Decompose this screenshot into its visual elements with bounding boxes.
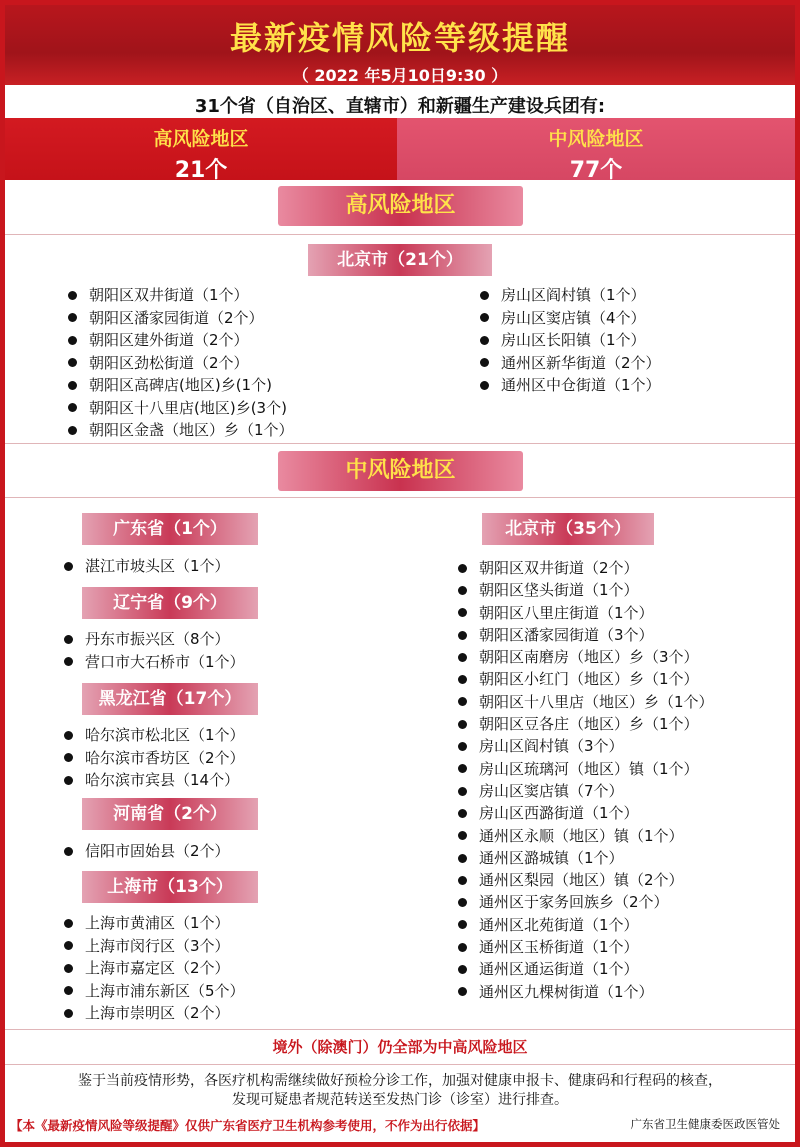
list-item: 房山区阎村镇（1个）: [480, 284, 661, 307]
list-item: 房山区窦店镇（7个）: [458, 780, 714, 802]
bullet-icon: [458, 653, 467, 662]
mid-risk-count: 77个: [569, 158, 623, 183]
list-item: 房山区阎村镇（3个）: [458, 735, 714, 757]
bullet-icon: [458, 898, 467, 907]
province-tag-shanghai: 上海市（13个）: [82, 871, 258, 903]
disclaimer: 【本《最新疫情风险等级提醒》仅供广东省医疗卫生机构参考使用，不作为出行依据】: [10, 1118, 486, 1133]
bullet-icon: [458, 631, 467, 640]
list-item: 丹东市振兴区（8个）: [64, 628, 245, 651]
bullet-icon: [480, 381, 489, 390]
list-item: 房山区窦店镇（4个）: [480, 307, 661, 330]
bullet-icon: [458, 742, 467, 751]
high-risk-label: 高风险地区: [153, 128, 249, 150]
bullet-icon: [458, 831, 467, 840]
list-item: 营口市大石桥市（1个）: [64, 651, 245, 674]
bullet-icon: [68, 358, 77, 367]
divider: [5, 443, 795, 444]
bullet-icon: [64, 941, 73, 950]
bullet-icon: [458, 854, 467, 863]
guidance-note: [5, 1072, 795, 1110]
bullet-icon: [68, 426, 77, 435]
list-item: 湛江市坡头区（1个）: [64, 555, 230, 578]
bullet-icon: [480, 336, 489, 345]
mid-risk-stat: [397, 118, 795, 183]
list-item: 哈尔滨市香坊区（2个）: [64, 747, 245, 770]
guangdong-list: [64, 555, 230, 578]
bullet-icon: [64, 847, 73, 856]
bullet-icon: [64, 562, 73, 571]
list-item: 通州区北苑街道（1个）: [458, 914, 714, 936]
bullet-icon: [458, 586, 467, 595]
bullet-icon: [68, 381, 77, 390]
bullet-icon: [68, 291, 77, 300]
list-item: 上海市崇明区（2个）: [64, 1002, 245, 1025]
list-item: 朝阳区豆各庄（地区）乡（1个）: [458, 713, 714, 735]
mid-risk-banner: 中风险地区: [278, 451, 523, 491]
bullet-icon: [458, 987, 467, 996]
list-item: 上海市黄浦区（1个）: [64, 912, 245, 935]
liaoning-list: [64, 628, 245, 673]
bullet-icon: [64, 657, 73, 666]
list-item: 朝阳区潘家园街道（2个）: [68, 307, 294, 330]
bullet-icon: [68, 403, 77, 412]
province-tag-beijing-mid: 北京市（35个）: [482, 513, 654, 545]
list-item: 通州区于家务回族乡（2个）: [458, 891, 714, 913]
bullet-icon: [458, 564, 467, 573]
high-risk-list-right: [480, 284, 661, 397]
divider: [5, 1064, 795, 1065]
list-item: 上海市闵行区（3个）: [64, 935, 245, 958]
bullet-icon: [458, 876, 467, 885]
page-title: 最新疫情风险等级提醒: [229, 19, 570, 57]
list-item: 朝阳区金盏（地区）乡（1个）: [68, 419, 294, 442]
list-item: 通州区梨园（地区）镇（2个）: [458, 869, 714, 891]
high-risk-count: 21个: [174, 158, 228, 183]
list-item: 通州区玉桥街道（1个）: [458, 936, 714, 958]
list-item: 通州区中仓街道（1个）: [480, 374, 661, 397]
header-banner: [5, 5, 795, 85]
beijing-mid-list: [458, 557, 714, 1003]
list-item: 上海市浦东新区（5个）: [64, 980, 245, 1003]
bullet-icon: [458, 787, 467, 796]
bullet-icon: [64, 964, 73, 973]
list-item: 房山区长阳镇（1个）: [480, 329, 661, 352]
list-item: 哈尔滨市宾县（14个）: [64, 769, 245, 792]
list-item: 朝阳区双井街道（1个）: [68, 284, 294, 307]
list-item: 信阳市固始县（2个）: [64, 840, 230, 863]
list-item: 朝阳区小红门（地区）乡（1个）: [458, 668, 714, 690]
divider: [5, 1029, 795, 1030]
list-item: 上海市嘉定区（2个）: [64, 957, 245, 980]
summary-intro: 31个省（自治区、直辖市）和新疆生产建设兵团有:: [194, 96, 606, 117]
divider: [5, 234, 795, 235]
bullet-icon: [64, 776, 73, 785]
list-item: 通州区永顺（地区）镇（1个）: [458, 825, 714, 847]
bullet-icon: [458, 920, 467, 929]
divider: [5, 497, 795, 498]
high-risk-banner: 高风险地区: [278, 186, 523, 226]
bullet-icon: [458, 675, 467, 684]
bullet-icon: [458, 764, 467, 773]
list-item: 朝阳区南磨房（地区）乡（3个）: [458, 646, 714, 668]
province-tag-beijing-high: 北京市（21个）: [308, 244, 492, 276]
list-item: 朝阳区十八里店(地区)乡(3个): [68, 397, 294, 420]
shanghai-list: [64, 912, 245, 1025]
list-item: 朝阳区十八里店（地区）乡（1个）: [458, 691, 714, 713]
high-risk-list-left: [68, 284, 294, 442]
province-tag-henan: 河南省（2个）: [82, 798, 258, 830]
list-item: 朝阳区潘家园街道（3个）: [458, 624, 714, 646]
list-item: 朝阳区劲松街道（2个）: [68, 352, 294, 375]
mid-risk-label: 中风险地区: [548, 128, 644, 150]
bullet-icon: [458, 697, 467, 706]
overseas-notice: 境外（除澳门）仍全部为中高风险地区: [272, 1038, 528, 1056]
bullet-icon: [458, 965, 467, 974]
bullet-icon: [458, 809, 467, 818]
update-date: （ 2022 年5月10日9:30 ）: [292, 66, 508, 85]
province-tag-liaoning: 辽宁省（9个）: [82, 587, 258, 619]
list-item: 哈尔滨市松北区（1个）: [64, 724, 245, 747]
bullet-icon: [480, 313, 489, 322]
bullet-icon: [64, 919, 73, 928]
province-tag-guangdong: 广东省（1个）: [82, 513, 258, 545]
heilongjiang-list: [64, 724, 245, 792]
issuing-organization: 广东省卫生健康委医政医管处: [630, 1117, 780, 1131]
bullet-icon: [458, 720, 467, 729]
bullet-icon: [480, 291, 489, 300]
bullet-icon: [458, 608, 467, 617]
bullet-icon: [68, 313, 77, 322]
bullet-icon: [458, 943, 467, 952]
list-item: 通州区潞城镇（1个）: [458, 847, 714, 869]
list-item: 通州区通运街道（1个）: [458, 958, 714, 980]
list-item: 房山区西潞街道（1个）: [458, 802, 714, 824]
list-item: 朝阳区高碑店(地区)乡(1个): [68, 374, 294, 397]
list-item: 朝阳区八里庄街道（1个）: [458, 602, 714, 624]
list-item: 通州区九棵树街道（1个）: [458, 981, 714, 1003]
province-tag-heilongjiang: 黑龙江省（17个）: [82, 683, 258, 715]
list-item: 朝阳区建外街道（2个）: [68, 329, 294, 352]
bullet-icon: [68, 336, 77, 345]
list-item: 通州区新华街道（2个）: [480, 352, 661, 375]
bullet-icon: [64, 1009, 73, 1018]
bullet-icon: [480, 358, 489, 367]
bullet-icon: [64, 731, 73, 740]
list-item: 房山区琉璃河（地区）镇（1个）: [458, 758, 714, 780]
guidance-line-1: 鉴于当前疫情形势，各医疗机构需继续做好预检分诊工作，加强对健康申报卡、健康码和行程码的核查，: [78, 1073, 722, 1089]
list-item: 朝阳区双井街道（2个）: [458, 557, 714, 579]
footer-bottom: [10, 1116, 790, 1134]
henan-list: [64, 840, 230, 863]
list-item: 朝阳区垡头街道（1个）: [458, 579, 714, 601]
bullet-icon: [64, 986, 73, 995]
bullet-icon: [64, 753, 73, 762]
high-risk-stat: [5, 118, 397, 183]
bullet-icon: [64, 635, 73, 644]
guidance-line-2: 发现可疑患者规范转送至发热门诊（诊室）进行排查。: [232, 1092, 568, 1108]
